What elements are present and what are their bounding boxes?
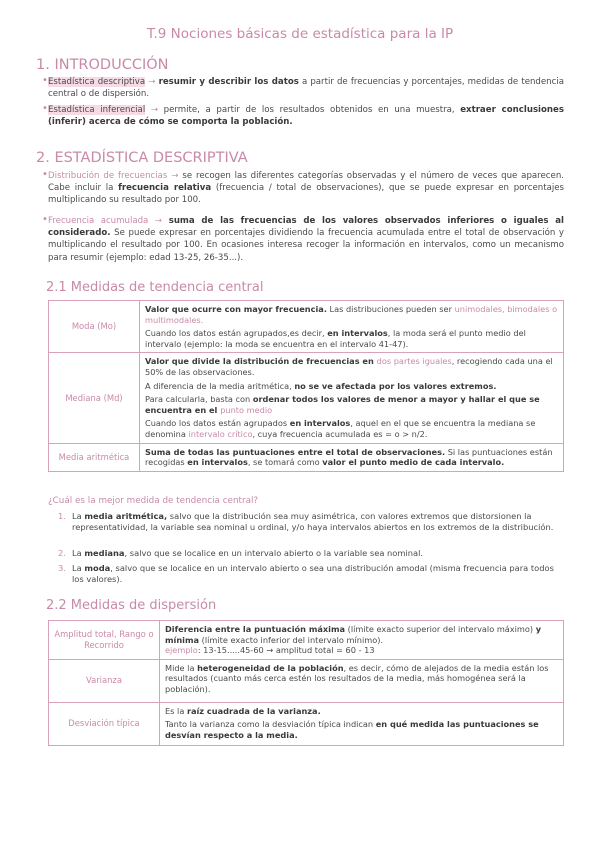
cell-desviacion	[160, 702, 564, 745]
label-media: Media aritmética	[49, 443, 140, 471]
text: Las distribuciones pueden ser	[326, 304, 455, 314]
text: A diferencia de la media aritmética,	[145, 380, 295, 391]
text: , se tomará como	[247, 457, 323, 468]
list-item	[72, 511, 564, 533]
bold-text: no se ve afectada por los valores extremos.	[294, 380, 497, 391]
text: , es decir, cómo de alejados de la media están los resultados (cuanto más cerca estén los resultados de la media, más homogénea será la población).	[165, 662, 549, 694]
pink-text: intervalo crítico	[188, 428, 253, 439]
text: , salvo que se localice en un intervalo abierto o la variable sea nominal.	[124, 548, 424, 558]
text: , recogiendo cada una el 50% de las observaciones.	[145, 356, 553, 377]
label-mediana: Mediana (Md)	[49, 353, 140, 443]
text: (límite exacto superior del intervalo máximo)	[345, 624, 536, 634]
text: (frecuencia / total de observaciones), que se puede expresar en porcentajes multiplicando su resultado por 100.	[48, 183, 564, 206]
text: , cuya frecuencia acumulada es = o > n/2.	[252, 428, 428, 439]
heading-tendencia-central: 2.1 Medidas de tendencia central	[46, 280, 264, 295]
bold-text: Diferencia entre la puntuación máxima	[165, 624, 346, 634]
text: Es la	[165, 705, 187, 716]
pink-text: unimodales, bimodales o multimodales.	[145, 304, 558, 325]
bold-text: heterogeneidad de la población	[197, 662, 344, 673]
bold-text: ordenar todos los valores de menor a mayor y hallar el que se encuentra en el	[145, 394, 540, 415]
bullet-icon: •	[42, 75, 48, 86]
text: se recogen las diferentes categorías observadas y el número de veces que aparecen. Cabe incluir la	[48, 171, 564, 194]
term-distribucion: Distribución de frecuencias →	[48, 171, 179, 181]
label-desviacion: Desviación típica	[49, 702, 160, 745]
bold-text: Valor que divide la distribución de frecuencias en	[145, 356, 377, 367]
text: : 13-15.....45-60 → amplitud total = 60 - 13	[197, 645, 375, 656]
bold-text: en intervalos	[327, 328, 388, 339]
bullet-icon: •	[42, 214, 48, 225]
bold-text: resumir y describir los datos	[158, 77, 299, 87]
cell-media	[140, 443, 564, 471]
bold-text: valor el punto medio de cada intervalo.	[322, 457, 505, 468]
bold-text: media aritmética,	[84, 511, 168, 521]
text: salvo que la distribución sea muy asimétrica, con valores extremos que distorsionen la representatividad, la variable sea nominal u ordinal, y/o haya intervalos abiertos en los extremos de la distribución.	[72, 511, 554, 532]
arrow: →	[145, 105, 164, 115]
text: (límite exacto inferior del intervalo mínimo).	[199, 634, 383, 645]
table-row	[49, 659, 564, 702]
frecuencia-acumulada	[48, 215, 564, 264]
text: Si las puntuaciones están recogidas	[145, 446, 553, 468]
bold-text: Suma de todas las puntuaciones entre el total de observaciones.	[145, 446, 446, 457]
bold-text: Valor que ocurre con mayor frecuencia.	[145, 304, 327, 314]
table-row	[49, 702, 564, 745]
arrow: →	[145, 77, 159, 87]
text: Se puede expresar en porcentajes dividiendo la frecuencia acumulada entre el total de observación y multiplicando el resultado por 100. En ocasiones interesa recoger la información en intervalos, como un mecanismo para resumir (ejemplo: edad 13-25, 26-35...).	[48, 228, 564, 263]
pink-text: ejemplo	[165, 645, 198, 656]
list-number: 2.	[58, 548, 66, 558]
pink-text: punto medio	[220, 404, 273, 415]
cell-mediana	[140, 353, 564, 443]
list-item	[72, 548, 564, 559]
bold-text: moda	[84, 563, 111, 573]
list-number: 1.	[58, 511, 66, 521]
dispersion-table	[48, 620, 564, 746]
bullet-icon: •	[42, 103, 48, 114]
text: Tanto la varianza como la desviación típica indican	[165, 719, 376, 730]
text: La	[72, 563, 85, 573]
heading-introduccion: 1. INTRODUCCIÓN	[36, 57, 169, 73]
list-item	[72, 563, 564, 585]
table-row	[49, 301, 564, 353]
text: , la moda será el punto medio del intervalo (ejemplo: la moda se encuentra en el intervalo 41-47).	[145, 328, 526, 349]
bold-text: suma de las frecuencias de los valores observados inferiores o iguales al considerado.	[48, 216, 564, 239]
term-acumulada: Frecuencia acumulada →	[48, 216, 162, 226]
page-title: T.9 Nociones básicas de estadística para la IP	[146, 26, 454, 42]
text: Mide la	[165, 662, 198, 673]
text: , salvo que se localice en un intervalo abierto o sea una distribución amodal (misma frecuencia para todos los valores).	[72, 563, 554, 584]
heading-estadistica-descriptiva: 2. ESTADÍSTICA DESCRIPTIVA	[36, 150, 248, 166]
text: La	[72, 548, 85, 558]
text: permite, a partir de los resultados obtenidos en una muestra,	[163, 105, 461, 115]
table-row	[49, 443, 564, 471]
pink-text: dos partes iguales	[376, 356, 452, 367]
cell-amplitud	[160, 621, 564, 660]
heading-dispersion: 2.2 Medidas de dispersión	[46, 598, 217, 613]
text: Para calcularla, basta con	[145, 394, 253, 405]
label-amplitud: Amplitud total, Rango o Recorrido	[49, 621, 160, 660]
cell-varianza	[160, 659, 564, 702]
list-number: 3.	[58, 563, 66, 573]
label-moda: Moda (Mo)	[49, 301, 140, 353]
intro-inferencial	[48, 104, 564, 128]
bullet-icon: •	[42, 169, 48, 180]
distribucion-frecuencias	[48, 170, 564, 207]
bold-text: mediana	[84, 548, 125, 558]
bold-text: extraer conclusiones (inferir) acerca de cómo se comporta la población.	[48, 105, 564, 128]
table-row	[49, 621, 564, 660]
bold-text: en qué medida las puntuaciones se desvían respecto a la media.	[165, 719, 539, 740]
text: Cuando los datos están agrupados	[145, 418, 290, 429]
question-tendencia: ¿Cuál es la mejor medida de tendencia central?	[48, 496, 259, 506]
tendencia-central-table	[48, 300, 564, 472]
text: a partir de frecuencias y porcentajes, medidas de tendencia central o de dispersión.	[48, 77, 565, 100]
text: La	[72, 511, 85, 521]
text: Cuando los datos están agrupados,es decir,	[145, 328, 328, 339]
bold-text: en intervalos	[289, 418, 351, 429]
bold-text: y mínima	[165, 624, 542, 645]
bold-text: en intervalos	[187, 457, 248, 468]
text: , aquel en el que se encuentra la mediana se denomina	[145, 418, 536, 439]
bold-text: raíz cuadrada de la varianza.	[186, 705, 321, 716]
term-inferencial: Estadística inferencial	[48, 105, 146, 115]
term-descriptiva: Estadística descriptiva	[48, 77, 146, 87]
label-varianza: Varianza	[49, 659, 160, 702]
intro-descriptiva	[48, 76, 564, 100]
table-row	[49, 353, 564, 443]
bold-text: frecuencia relativa	[118, 183, 212, 194]
cell-moda	[140, 301, 564, 353]
